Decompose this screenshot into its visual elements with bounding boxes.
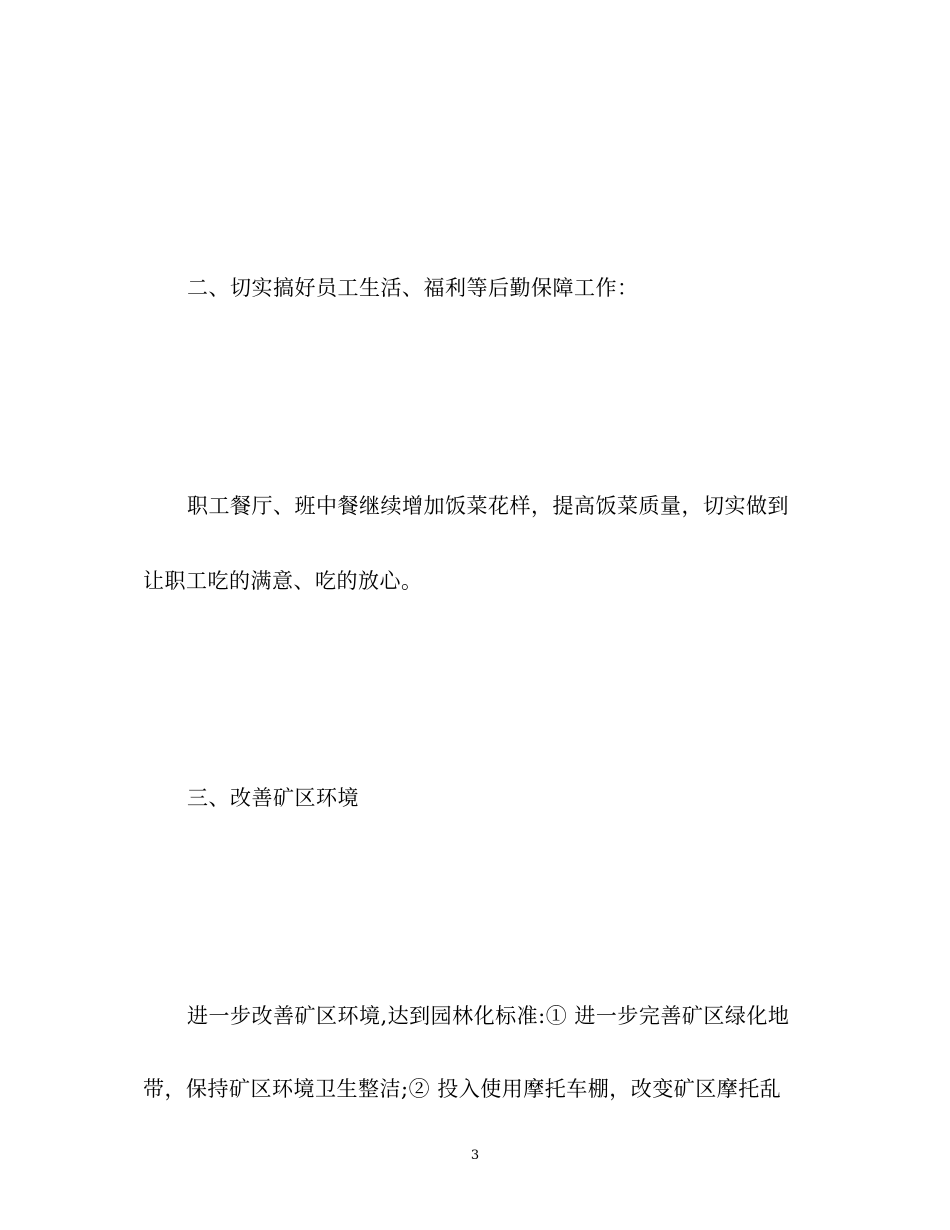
- section-heading-3: 三、改善矿区环境: [187, 786, 359, 810]
- paragraph-3-line-1: 进一步改善矿区环境,达到园林化标准:① 进一步完善矿区绿化地: [187, 1004, 790, 1028]
- section-heading-2: 二、切实搞好员工生活、福利等后勤保障工作：: [187, 276, 639, 300]
- paragraph-2-line-2: 让职工吃的满意、吃的放心。: [143, 569, 423, 593]
- page-number: 3: [470, 1148, 480, 1163]
- paragraph-2-line-1: 职工餐厅、班中餐继续增加饭菜花样，提高饭菜质量，切实做到: [187, 494, 789, 518]
- paragraph-3-line-2: 带，保持矿区环境卫生整洁;② 投入使用摩托车棚，改变矿区摩托乱: [143, 1077, 782, 1101]
